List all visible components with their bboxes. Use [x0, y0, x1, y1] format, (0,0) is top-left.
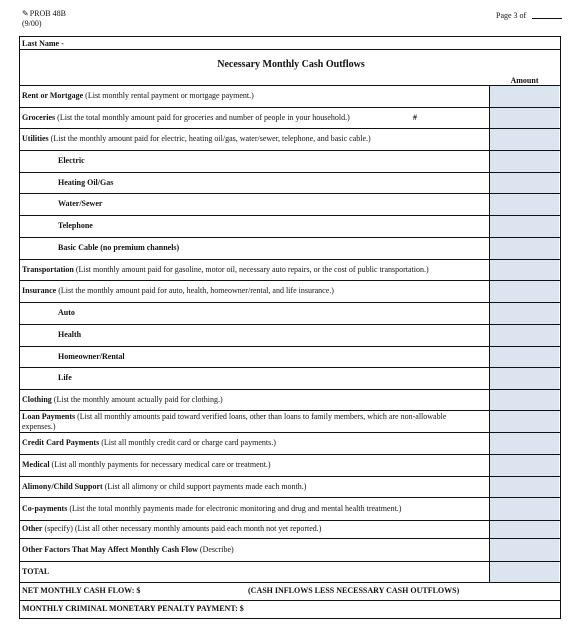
outflow-item-name: Medical: [22, 460, 50, 469]
net-cash-flow-formula: (CASH INFLOWS LESS NECESSARY CASH OUTFLOWS): [248, 586, 460, 595]
column-divider: [489, 432, 490, 454]
divider: [20, 107, 560, 108]
outflow-item-name: Electric: [58, 156, 85, 165]
penalty-payment-label: MONTHLY CRIMINAL MONETARY PENALTY PAYMENT: $: [22, 604, 244, 613]
amount-input[interactable]: [490, 477, 559, 497]
pen-icon: ✎: [22, 9, 29, 18]
column-divider: [489, 367, 490, 389]
column-divider: [489, 193, 490, 215]
amount-input[interactable]: [490, 390, 559, 410]
net-cash-flow-label: NET MONTHLY CASH FLOW: $: [22, 586, 141, 595]
groceries-mark: #: [413, 113, 417, 122]
amount-input[interactable]: [490, 498, 559, 520]
outflow-item-desc: (Describe): [197, 544, 234, 554]
outflow-item-name: Basic Cable: [58, 243, 99, 252]
column-divider: [489, 85, 490, 107]
outflow-item-name: Clothing: [22, 394, 52, 404]
cash-outflows-form: [19, 36, 561, 619]
outflow-row-label: [58, 243, 179, 253]
column-divider: [489, 389, 490, 410]
page-total-blank[interactable]: [532, 18, 562, 19]
amount-input[interactable]: [490, 151, 559, 172]
column-divider: [489, 410, 490, 432]
outflow-row-label: [58, 178, 113, 188]
amount-input[interactable]: [490, 260, 559, 280]
outflow-item-name: TOTAL: [22, 566, 50, 576]
outflow-item-name: Credit Card Payments: [22, 438, 100, 447]
divider: [20, 49, 560, 50]
column-divider: [489, 454, 490, 476]
outflow-item-desc: (specify) (List all other necessary monthly amounts paid each month not yet reported.): [42, 524, 322, 533]
amount-input[interactable]: [490, 238, 559, 259]
divider: [20, 85, 560, 86]
divider: [20, 172, 560, 173]
divider: [20, 476, 560, 477]
outflow-item-desc: (List the monthly amount actually paid for clothing.): [51, 394, 223, 404]
amount-input[interactable]: [490, 539, 559, 561]
outflow-row-label: [58, 308, 75, 318]
form-code-date: (9/00): [22, 19, 42, 28]
amount-input[interactable]: [490, 455, 559, 476]
amount-input[interactable]: [490, 433, 559, 454]
divider: [20, 302, 560, 303]
outflow-item-name: Transportation: [22, 264, 74, 274]
outflow-row-label: [58, 373, 72, 383]
divider: [20, 280, 560, 281]
divider: [20, 432, 560, 433]
outflow-row-label: [22, 265, 429, 275]
outflow-item-name: Health: [58, 330, 82, 339]
divider: [20, 389, 560, 390]
outflow-row-label: [22, 567, 49, 577]
column-divider: [489, 215, 490, 237]
amount-input[interactable]: [490, 411, 559, 432]
page-number: [496, 11, 562, 20]
outflow-item-name: Homeowner/Rental: [58, 351, 125, 361]
amount-input[interactable]: [490, 129, 559, 150]
outflow-row-label: [22, 113, 350, 123]
outflow-item-desc: (List the total monthly amount paid for groceries and number of people in your household.): [55, 112, 350, 122]
column-divider: [489, 107, 490, 128]
divider: [20, 237, 560, 238]
amount-input[interactable]: [490, 521, 559, 538]
outflow-item-name: Utilities: [22, 134, 49, 143]
outflow-item-desc: (no premium channels): [98, 243, 180, 252]
amount-input[interactable]: [490, 194, 559, 215]
column-divider: [489, 520, 490, 538]
divider: [20, 128, 560, 129]
divider: [20, 600, 560, 601]
column-divider: [489, 259, 490, 280]
outflow-row-label: [22, 134, 371, 144]
form-code: [22, 9, 66, 29]
outflow-item-name: Groceries: [22, 112, 56, 122]
outflow-item-desc: (List the total monthly payments made for electronic monitoring and drug and mental health treatment.): [67, 503, 402, 513]
page-number-label: Page 3 of: [496, 11, 527, 20]
outflow-row-label: [58, 199, 102, 209]
outflow-row-label: [22, 460, 271, 470]
amount-header: Amount: [510, 76, 539, 85]
last-name-label: Last Name -: [22, 39, 64, 48]
column-divider: [489, 497, 490, 520]
form-title: Necessary Monthly Cash Outflows: [217, 59, 365, 70]
amount-input[interactable]: [490, 562, 559, 582]
outflow-row-label: [22, 412, 462, 432]
column-divider: [489, 128, 490, 150]
outflow-row-label: [22, 395, 223, 405]
outflow-item-desc: (List all alimony or child support payments made each month.): [102, 481, 307, 491]
outflow-row-label: [22, 482, 306, 492]
divider: [20, 520, 560, 521]
divider: [20, 582, 560, 583]
column-divider: [489, 346, 490, 367]
divider: [20, 193, 560, 194]
outflow-item-desc: (List the monthly amount paid for auto, health, homeowner/rental, and life insurance.): [56, 286, 334, 295]
divider: [20, 150, 560, 151]
outflow-item-name: Other Factors That May Affect Monthly Cash Flow: [22, 544, 198, 554]
divider: [20, 215, 560, 216]
amount-input[interactable]: [490, 216, 559, 237]
outflow-item-name: Heating Oil/Gas: [58, 177, 114, 187]
column-divider: [489, 538, 490, 561]
outflow-item-desc: (List all monthly amounts paid toward verified loans, other than loans to family members, which are non-allowable expenses.): [22, 412, 447, 431]
outflow-row-label: [22, 438, 276, 448]
outflow-item-name: Co-payments: [22, 503, 68, 513]
amount-input[interactable]: [490, 347, 559, 367]
amount-input[interactable]: [490, 173, 559, 193]
column-divider: [489, 476, 490, 497]
outflow-row-label: [22, 524, 321, 534]
outflow-item-name: Loan Payments: [22, 412, 76, 421]
outflow-row-label: [22, 504, 401, 514]
divider: [20, 410, 560, 411]
divider: [20, 346, 560, 347]
amount-input[interactable]: [490, 86, 559, 107]
outflow-item-name: Life: [58, 373, 72, 382]
outflow-row-label: [58, 330, 81, 340]
outflow-item-name: Insurance: [22, 286, 57, 295]
outflow-row-label: [22, 545, 234, 555]
divider: [20, 367, 560, 368]
column-divider: [489, 150, 490, 172]
outflow-item-name: Alimony/Child Support: [22, 481, 103, 491]
amount-input[interactable]: [490, 303, 559, 324]
outflow-item-name: Telephone: [58, 221, 93, 230]
column-divider: [489, 324, 490, 346]
divider: [20, 454, 560, 455]
outflow-item-name: Other: [22, 524, 43, 533]
form-code-number: PROB 48B: [29, 9, 66, 18]
outflow-item-name: Rent or Mortgage: [22, 91, 84, 100]
column-divider: [489, 302, 490, 324]
outflow-item-desc: (List all monthly payments for necessary medical care or treatment.): [49, 460, 271, 469]
amount-input[interactable]: [490, 325, 559, 346]
outflow-item-name: Auto: [58, 308, 75, 317]
column-divider: [489, 280, 490, 302]
outflow-row-label: [22, 286, 334, 296]
outflow-row-label: [58, 352, 125, 362]
outflow-item-name: Water/Sewer: [58, 199, 103, 208]
divider: [20, 259, 560, 260]
outflow-item-desc: (List monthly rental payment or mortgage payment.): [83, 91, 254, 100]
divider: [20, 497, 560, 498]
divider: [20, 324, 560, 325]
divider: [20, 538, 560, 539]
divider: [20, 561, 560, 562]
amount-input[interactable]: [490, 368, 559, 389]
column-divider: [489, 561, 490, 582]
outflow-row-label: [58, 221, 93, 231]
outflow-row-label: [58, 156, 85, 166]
amount-input[interactable]: [490, 108, 559, 128]
outflow-item-desc: (List the monthly amount paid for electric, heating oil/gas, water/sewer, telephone, and basic cable.): [48, 134, 371, 143]
outflow-row-label: [22, 91, 254, 101]
column-divider: [489, 172, 490, 193]
amount-input[interactable]: [490, 281, 559, 302]
outflow-item-desc: (List monthly amount paid for gasoline, motor oil, necessary auto repairs, or the cost of public transportation.): [73, 264, 429, 274]
column-divider: [489, 237, 490, 259]
outflow-item-desc: (List all monthly credit card or charge card payments.): [99, 438, 276, 447]
